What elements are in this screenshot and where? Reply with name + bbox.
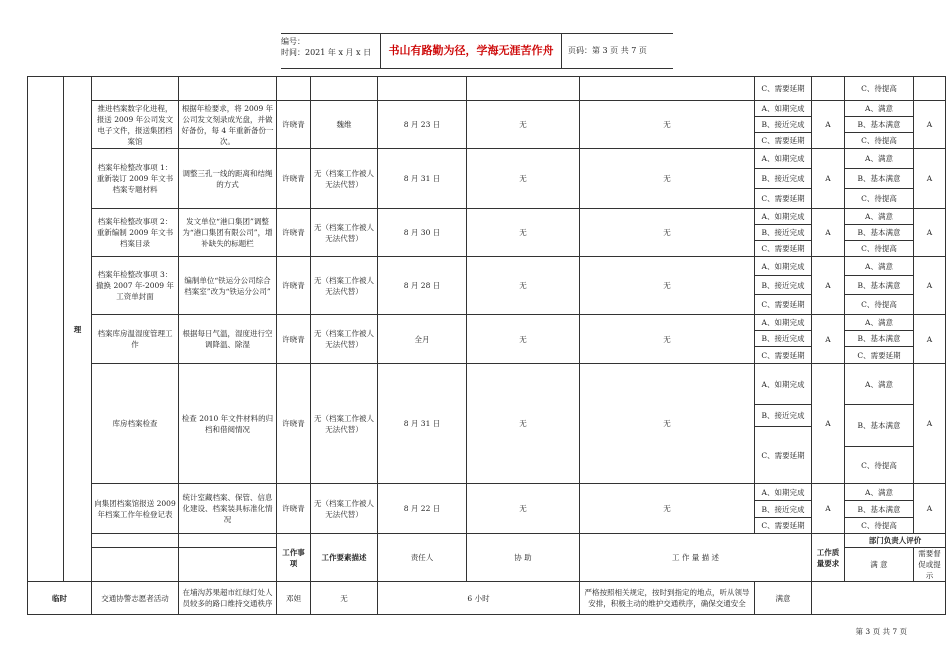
category-cell	[28, 77, 64, 582]
result-option: A、如期完成	[755, 484, 812, 501]
evaluation-option: A、满意	[845, 101, 914, 117]
table-row	[28, 77, 946, 101]
col-satisfied: 满 意	[845, 548, 914, 582]
result-option: C、需要延期	[755, 427, 812, 484]
col-assist: 协 助	[467, 534, 580, 582]
col-supervise: 需要督促或提示	[914, 548, 946, 582]
page-label: 页码：第 3 页 共 7 页	[568, 46, 647, 55]
evaluation-option: B、基本满意	[845, 501, 914, 518]
review-grade: A	[914, 101, 946, 149]
date-label: 时间：2021 年 x 月 x 日	[281, 48, 372, 57]
evaluation-option: A、满意	[845, 257, 914, 276]
review-grade: A	[914, 149, 946, 209]
task-item: 档案年检整改事项 2：重新编制 2009 年文书档案目录	[92, 209, 179, 257]
col-dept-eval: 部门负责人评价	[845, 534, 946, 548]
temp-item: 交通协警志愿者活动	[92, 582, 179, 615]
task-owner: 许晓青	[277, 257, 311, 315]
result-option: A、如期完成	[755, 364, 812, 405]
task-assist: 无（档案工作被人无法代替）	[311, 315, 378, 364]
result-option: B、接近完成	[755, 501, 812, 518]
task-quality: 无	[580, 101, 755, 149]
task-detail: 根据每日气温，湿度进行空调降温、除湿	[179, 315, 277, 364]
header-slogan: 书山有路勤为径，学海无涯苦作舟	[381, 34, 562, 68]
task-owner: 许晓青	[277, 484, 311, 534]
temp-owner: 邓妲	[277, 582, 311, 615]
result-option: C、需要延期	[755, 77, 812, 101]
task-owner: 许晓青	[277, 101, 311, 149]
task-assist: 无（档案工作被人无法代替）	[311, 209, 378, 257]
evaluation-option: A、满意	[845, 315, 914, 331]
evaluation-option: C、待提高	[845, 133, 914, 149]
self-grade: A	[812, 484, 845, 534]
col-detail: 工作要素描述	[311, 534, 378, 582]
task-workload: 无	[467, 257, 580, 315]
result-option: B、接近完成	[755, 276, 812, 295]
task-date: 8 月 31 日	[378, 149, 467, 209]
evaluation-option: A、满意	[845, 484, 914, 501]
col-quality: 工作质量要求	[812, 534, 845, 582]
col-workload: 工 作 量 描 述	[580, 534, 812, 582]
task-date: 全月	[378, 315, 467, 364]
evaluation-option: A、满意	[845, 209, 914, 225]
task-quality: 无	[580, 257, 755, 315]
table-row	[28, 315, 946, 331]
review-grade: A	[914, 484, 946, 534]
temp-eval: 满意	[755, 582, 812, 615]
task-detail: 编制单位“铁运分公司综合档案室”改为“铁运分公司”	[179, 257, 277, 315]
self-grade: A	[812, 364, 845, 484]
task-workload: 无	[467, 101, 580, 149]
header-meta	[281, 34, 381, 68]
self-grade: A	[812, 149, 845, 209]
evaluation-option: B、基本满意	[845, 169, 914, 189]
evaluation-option: C、待提高	[845, 295, 914, 315]
doc-number-label: 编号：	[281, 37, 305, 46]
evaluation-option: B、基本满意	[845, 276, 914, 295]
evaluation-option: C、待提高	[845, 241, 914, 257]
task-owner: 许晓青	[277, 315, 311, 364]
task-owner: 许晓青	[277, 209, 311, 257]
table-row	[28, 484, 946, 501]
task-quality: 无	[580, 364, 755, 484]
evaluation-option: C、待提高	[845, 447, 914, 484]
task-item: 档案年检整改事项 3：撤换 2007 年-2009 年工资单封面	[92, 257, 179, 315]
column-header-row	[28, 534, 946, 548]
evaluation-option: C、待提高	[845, 77, 914, 101]
review-grade: A	[914, 315, 946, 364]
task-date: 8 月 22 日	[378, 484, 467, 534]
task-workload: 无	[467, 209, 580, 257]
col-owner: 责任人	[378, 534, 467, 582]
self-grade: A	[812, 209, 845, 257]
temp-quality: 严格按照相关规定，按时到指定的地点，听从领导安排，积极主动的维护交通秩序，确保交通安全	[580, 582, 755, 615]
task-item: 档案库房温湿度管理工作	[92, 315, 179, 364]
task-date: 8 月 23 日	[378, 101, 467, 149]
work-plan-table	[27, 76, 946, 615]
result-option: C、需要延期	[755, 133, 812, 149]
task-workload: 无	[467, 315, 580, 364]
page-footer: 第 3 页 共 7 页	[855, 627, 907, 636]
task-workload: 无	[467, 149, 580, 209]
task-date: 8 月 30 日	[378, 209, 467, 257]
task-quality: 无	[580, 209, 755, 257]
result-option: C、需要延期	[755, 189, 812, 209]
review-grade: A	[914, 257, 946, 315]
task-quality: 无	[580, 149, 755, 209]
result-option: A、如期完成	[755, 257, 812, 276]
task-detail: 调整三孔一线的距离和结绳的方式	[179, 149, 277, 209]
result-option: B、接近完成	[755, 169, 812, 189]
task-workload: 无	[467, 364, 580, 484]
temp-assist: 无	[311, 582, 378, 615]
task-detail: 统计室藏档案、保管、信息化建设、档案装具标准化情况	[179, 484, 277, 534]
task-assist: 无（档案工作被人无法代替）	[311, 364, 378, 484]
result-option: A、如期完成	[755, 149, 812, 169]
evaluation-option: C、待提高	[845, 518, 914, 534]
self-grade: A	[812, 315, 845, 364]
result-option: C、需要延期	[755, 347, 812, 364]
task-date: 8 月 28 日	[378, 257, 467, 315]
section-label: 理	[64, 77, 92, 582]
task-item: 库房档案检查	[92, 364, 179, 484]
table-row	[28, 101, 946, 117]
temp-task-row	[28, 582, 946, 615]
result-option: C、需要延期	[755, 518, 812, 534]
evaluation-option: B、基本满意	[845, 405, 914, 447]
task-item: 推进档案数字化进程，报送 2009 年公司发文电子文件，报送集团档案馆	[92, 101, 179, 149]
task-assist: 无（档案工作被人无法代替）	[311, 257, 378, 315]
task-quality: 无	[580, 484, 755, 534]
result-option: B、接近完成	[755, 331, 812, 347]
task-assist: 魏维	[311, 101, 378, 149]
table-row	[28, 364, 946, 399]
task-detail: 检查 2010 年文件材料的归档和借阅情况	[179, 364, 277, 484]
result-option: C、需要延期	[755, 295, 812, 315]
task-item: 档案年检整改事项 1：重新装订 2009 年文书档案专题材料	[92, 149, 179, 209]
self-grade: A	[812, 257, 845, 315]
self-grade: A	[812, 101, 845, 149]
result-option: A、如期完成	[755, 209, 812, 225]
task-detail: 根据年检要求，将 2009 年公司发文刻录成光盘，并做好备份，每 4 年重新备份一次。	[179, 101, 277, 149]
evaluation-option: B、基本满意	[845, 225, 914, 241]
task-assist: 无（档案工作被人无法代替）	[311, 149, 378, 209]
result-option: A、如期完成	[755, 101, 812, 117]
evaluation-option: C、待提高	[845, 189, 914, 209]
task-owner: 许晓青	[277, 149, 311, 209]
page-header	[281, 33, 673, 69]
task-detail: 发文单位“港口集团”调整为“港口集团有限公司”，增补缺失的标题栏	[179, 209, 277, 257]
task-assist: 无（档案工作被人无法代替）	[311, 484, 378, 534]
result-option: C、需要延期	[755, 241, 812, 257]
evaluation-option: A、满意	[845, 364, 914, 405]
result-option: B、接近完成	[755, 405, 812, 427]
evaluation-option: C、需要延期	[845, 347, 914, 364]
table-row	[28, 149, 946, 169]
temp-workload: 6 小时	[378, 582, 580, 615]
result-option: B、接近完成	[755, 225, 812, 241]
col-item: 工作事项	[277, 534, 311, 582]
task-item: 向集团档案馆报送 2009 年档案工作年检登记表	[92, 484, 179, 534]
evaluation-option: B、基本满意	[845, 331, 914, 347]
table-row	[28, 257, 946, 276]
temp-label: 临时	[28, 582, 92, 615]
task-quality: 无	[580, 315, 755, 364]
temp-detail: 在埔沟苏果超市红绿灯处人员较多的路口维持交通秩序	[179, 582, 277, 615]
task-date: 8 月 31 日	[378, 364, 467, 484]
result-option: B、接近完成	[755, 117, 812, 133]
evaluation-option: A、满意	[845, 149, 914, 169]
review-grade: A	[914, 209, 946, 257]
evaluation-option: B、基本满意	[845, 117, 914, 133]
task-workload: 无	[467, 484, 580, 534]
review-grade: A	[914, 364, 946, 484]
result-option: A、如期完成	[755, 315, 812, 331]
table-row	[28, 209, 946, 225]
task-owner: 许晓青	[277, 364, 311, 484]
